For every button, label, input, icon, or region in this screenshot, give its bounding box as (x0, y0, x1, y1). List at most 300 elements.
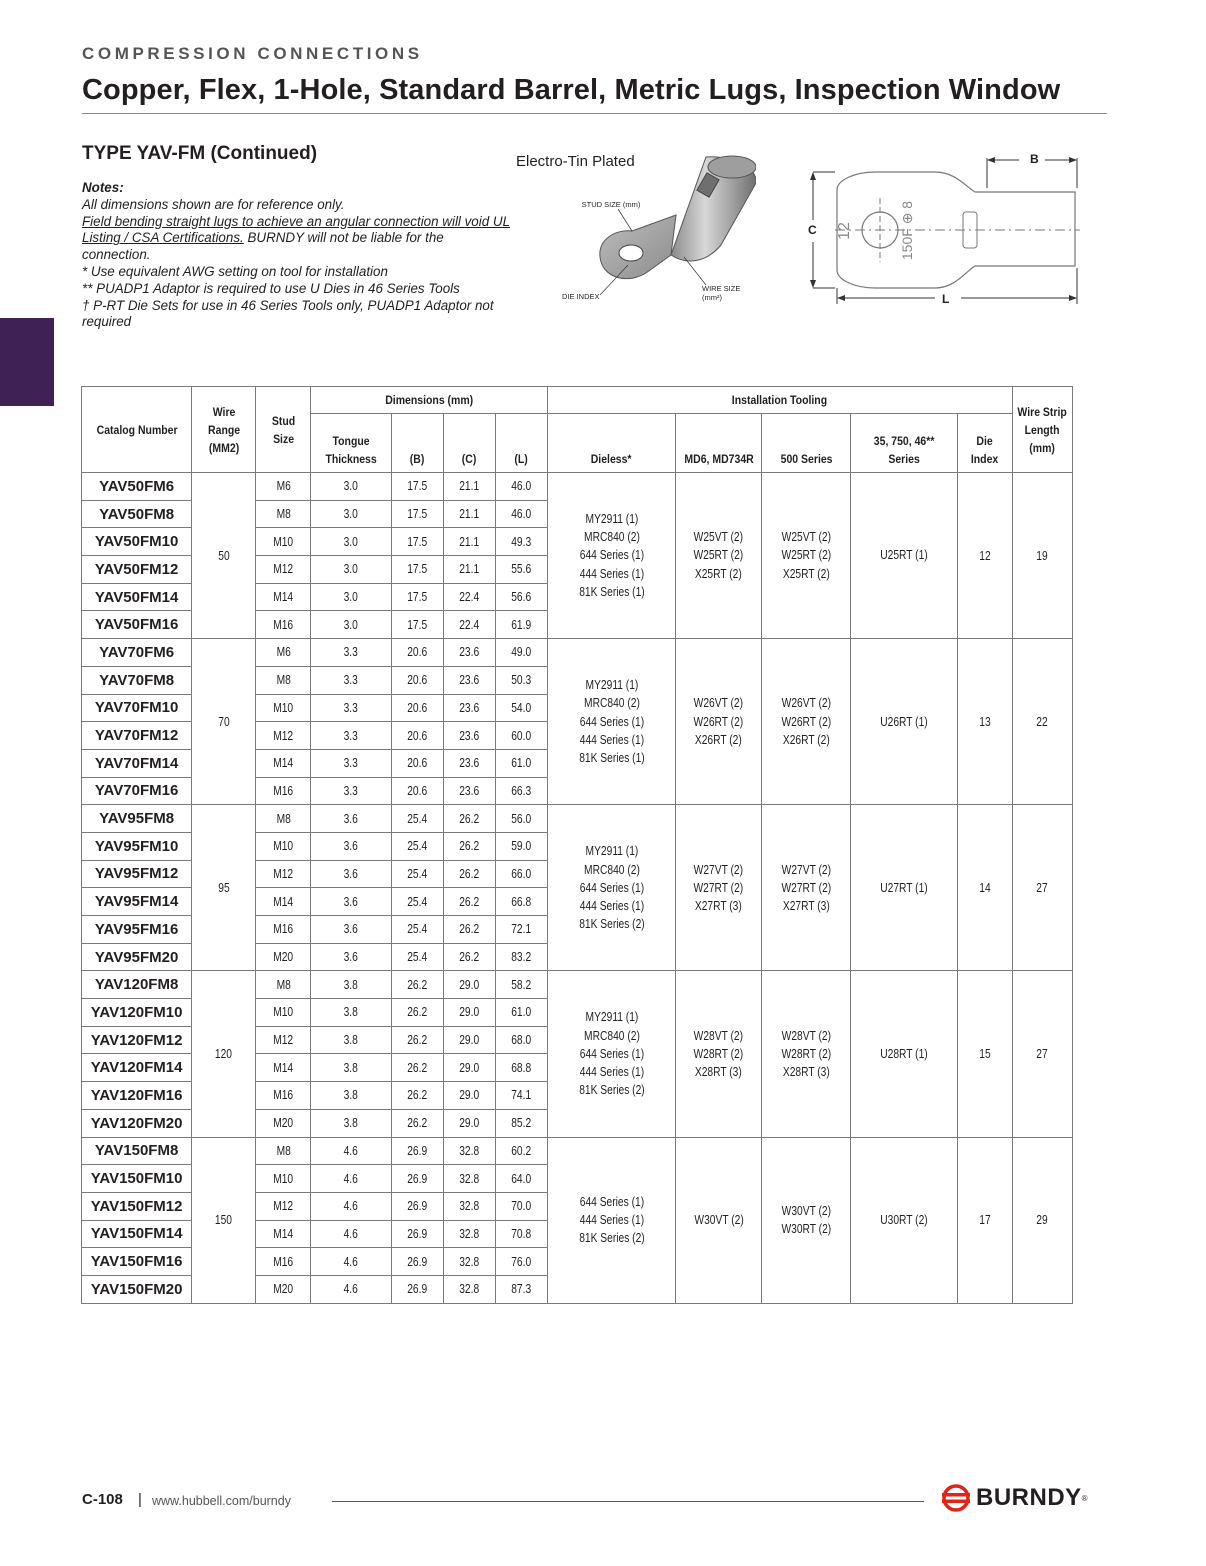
tongue-thickness-cell-text: 3.3 (343, 645, 359, 660)
tongue-thickness-cell (311, 722, 391, 750)
stud-size-cell-text: M6 (276, 479, 291, 494)
dieless-tooling-cell (547, 971, 675, 1137)
series500-tooling-cell (762, 473, 851, 639)
series35-tooling-cell-text: U27RT (1) (880, 880, 928, 895)
stud-size-cell (256, 528, 311, 556)
dim-l-cell-text: 68.8 (511, 1060, 532, 1075)
dim-b-cell-text: 25.4 (407, 894, 428, 909)
stud-size-cell-text: M16 (273, 617, 294, 632)
dim-c-cell-text: 21.1 (459, 534, 480, 549)
dieless-tooling-cell (547, 473, 675, 639)
stud-size-cell-text: M10 (273, 1171, 294, 1186)
table-row (82, 639, 1073, 667)
header-stud-size: Stud Size (260, 387, 307, 473)
dim-c-cell (443, 999, 495, 1027)
dim-l-cell (495, 971, 547, 999)
series500-tooling-cell-text: W26VT (2) W26RT (2) X26RT (2) (781, 696, 832, 747)
dim-b-cell (391, 1192, 443, 1220)
header-tongue: Tongue Thickness (317, 414, 386, 473)
dim-c-cell (443, 777, 495, 805)
tongue-thickness-cell (311, 999, 391, 1027)
stud-size-cell-text: M20 (273, 950, 294, 965)
dim-b-cell (391, 583, 443, 611)
dim-c-cell (443, 916, 495, 944)
dim-b-cell-text: 26.9 (407, 1199, 428, 1214)
catalog-number-cell: YAV50FM16 (82, 611, 192, 639)
dim-l-cell-text: 70.0 (511, 1199, 532, 1214)
dim-l-cell-text: 87.3 (511, 1282, 532, 1297)
tongue-thickness-cell (311, 694, 391, 722)
stud-size-cell (256, 1137, 311, 1165)
die-index-cell (957, 805, 1012, 971)
lug-stud-marking: 12 (835, 222, 853, 240)
dim-l-cell (495, 1220, 547, 1248)
stud-size-cell (256, 805, 311, 833)
dieless-tooling-cell-text: 644 Series (1) 444 Series (1) 81K Series (2) (578, 1194, 645, 1246)
catalog-number-cell: YAV120FM14 (82, 1054, 192, 1082)
dim-l-cell (495, 999, 547, 1027)
tongue-thickness-cell (311, 805, 391, 833)
table-row (82, 971, 1073, 999)
dim-c-cell-text: 21.1 (459, 507, 480, 522)
dim-b-cell-text: 26.2 (407, 1005, 428, 1020)
dim-c-cell-text: 22.4 (459, 617, 480, 632)
tongue-thickness-cell (311, 860, 391, 888)
dim-c-cell-text: 32.8 (459, 1282, 480, 1297)
dim-l-cell (495, 1026, 547, 1054)
stud-size-cell (256, 1026, 311, 1054)
dim-l-cell (495, 528, 547, 556)
dim-b-cell-text: 17.5 (407, 534, 428, 549)
spec-table (81, 386, 1073, 1304)
footer-separator: | (138, 1491, 142, 1508)
dim-c-cell-text: 23.6 (459, 673, 480, 688)
strip-length-cell (1012, 639, 1072, 805)
dim-l-cell (495, 943, 547, 971)
catalog-number-cell: YAV120FM8 (82, 971, 192, 999)
stud-size-cell-text: M14 (273, 756, 294, 771)
stud-size-cell (256, 888, 311, 916)
dim-b-cell (391, 473, 443, 501)
tongue-thickness-cell (311, 943, 391, 971)
dieless-tooling-cell (547, 639, 675, 805)
dim-b-cell (391, 1137, 443, 1165)
note-line: ** PUADP1 Adaptor is required to use U Dies in 46 Series Tools (82, 280, 460, 296)
die-index-cell-text: 12 (979, 548, 991, 563)
series500-tooling-cell (762, 971, 851, 1137)
dim-b-cell (391, 916, 443, 944)
wire-range-cell (192, 639, 256, 805)
dim-b-cell (391, 1109, 443, 1137)
catalog-number-cell: YAV95FM16 (82, 916, 192, 944)
series500-tooling-cell-text: W27VT (2) W27RT (2) X27RT (3) (781, 862, 832, 913)
dim-b-cell (391, 694, 443, 722)
dim-b-cell (391, 556, 443, 584)
md6-tooling-cell (676, 473, 762, 639)
dim-c-cell-text: 23.6 (459, 756, 480, 771)
tongue-thickness-cell (311, 832, 391, 860)
dim-l-cell-text: 72.1 (511, 922, 532, 937)
md6-tooling-cell (676, 1137, 762, 1303)
dim-b-cell (391, 999, 443, 1027)
dim-b-cell-text: 20.6 (407, 673, 428, 688)
header-l: (L) (499, 414, 544, 473)
stud-size-cell-text: M10 (273, 1005, 294, 1020)
dim-l-cell-text: 85.2 (511, 1116, 532, 1131)
dim-l-cell-text: 74.1 (511, 1088, 532, 1103)
tongue-thickness-cell-text: 3.0 (343, 590, 359, 605)
header-dieless: Dieless* (556, 414, 666, 473)
dim-b-cell (391, 528, 443, 556)
tongue-thickness-cell (311, 556, 391, 584)
burndy-logo (942, 1484, 1088, 1512)
dim-l-cell-text: 66.0 (511, 866, 532, 881)
md6-tooling-cell (676, 639, 762, 805)
series500-tooling-cell (762, 805, 851, 971)
page-title: Copper, Flex, 1-Hole, Standard Barrel, Metric Lugs, Inspection Window (82, 74, 1061, 106)
tongue-thickness-cell (311, 666, 391, 694)
dim-l-cell-text: 61.0 (511, 1005, 532, 1020)
stud-size-cell-text: M16 (273, 783, 294, 798)
tongue-thickness-cell-text: 3.8 (343, 1033, 359, 1048)
dim-l-cell-text: 83.2 (511, 950, 532, 965)
dim-l-cell-text: 70.8 (511, 1226, 532, 1241)
tongue-thickness-cell (311, 1137, 391, 1165)
strip-length-cell-text: 27 (1036, 1046, 1049, 1061)
series35-tooling-cell-text: U30RT (2) (880, 1212, 928, 1227)
dim-l-cell-text: 50.3 (511, 673, 532, 688)
dim-c-cell (443, 500, 495, 528)
tongue-thickness-cell (311, 639, 391, 667)
md6-tooling-cell (676, 805, 762, 971)
dim-c-cell-text: 32.8 (459, 1199, 480, 1214)
tongue-thickness-cell (311, 1248, 391, 1276)
type-title: TYPE YAV-FM (Continued) (82, 143, 318, 164)
stud-size-cell (256, 943, 311, 971)
tongue-thickness-cell (311, 1109, 391, 1137)
dim-b-cell-text: 25.4 (407, 922, 428, 937)
dim-l-cell-text: 66.8 (511, 894, 532, 909)
dim-c-cell (443, 832, 495, 860)
tongue-thickness-cell (311, 1220, 391, 1248)
series500-tooling-cell-text: W30VT (2) W30RT (2) (781, 1203, 832, 1237)
catalog-number-cell: YAV150FM12 (82, 1192, 192, 1220)
dim-b-cell-text: 17.5 (407, 479, 428, 494)
tongue-thickness-cell (311, 611, 391, 639)
tongue-thickness-cell-text: 3.8 (343, 1116, 359, 1131)
dim-b-label: B (1030, 152, 1039, 166)
dim-l-cell-text: 64.0 (511, 1171, 532, 1186)
stud-size-cell (256, 1192, 311, 1220)
dim-b-cell (391, 500, 443, 528)
plating-label: Electro-Tin Plated (516, 153, 635, 170)
stud-size-cell-text: M16 (273, 922, 294, 937)
tongue-thickness-cell-text: 4.6 (343, 1143, 359, 1158)
dieless-tooling-cell-text: MY2911 (1) MRC840 (2) 644 Series (1) 444 Series (1) 81K Series (2) (578, 1010, 645, 1098)
header-md6: MD6, MD734R (682, 414, 756, 473)
catalog-number-cell: YAV150FM10 (82, 1165, 192, 1193)
tongue-thickness-cell-text: 3.0 (343, 562, 359, 577)
dim-c-cell (443, 722, 495, 750)
wire-range-cell (192, 1137, 256, 1303)
stud-size-cell-text: M14 (273, 590, 294, 605)
catalog-number-cell: YAV50FM10 (82, 528, 192, 556)
dim-b-cell (391, 1248, 443, 1276)
tongue-thickness-cell-text: 3.3 (343, 756, 359, 771)
dim-b-cell (391, 1054, 443, 1082)
stud-size-cell-text: M16 (273, 1088, 294, 1103)
dieless-tooling-cell (547, 805, 675, 971)
stud-size-cell-text: M8 (276, 811, 291, 826)
note-line: * Use equivalent AWG setting on tool for installation (82, 263, 388, 279)
dim-l-cell (495, 1165, 547, 1193)
dim-l-cell-text: 76.0 (511, 1254, 532, 1269)
tongue-thickness-cell (311, 888, 391, 916)
dim-l-cell-text: 59.0 (511, 839, 532, 854)
footer-url[interactable]: www.hubbell.com/burndy (152, 1494, 291, 1508)
stud-size-cell (256, 1165, 311, 1193)
dim-c-cell-text: 23.6 (459, 783, 480, 798)
tongue-thickness-cell-text: 3.6 (343, 922, 359, 937)
dim-b-cell (391, 860, 443, 888)
dim-c-cell-text: 23.6 (459, 645, 480, 660)
note-text: BURNDY will not be liable for the connection. (82, 230, 444, 263)
wire-range-cell-text: 120 (215, 1046, 233, 1061)
header-die-index: Die Index (961, 414, 1008, 473)
tongue-thickness-cell-text: 3.0 (343, 479, 359, 494)
stud-size-cell-text: M20 (273, 1116, 294, 1131)
dieless-tooling-cell-text: MY2911 (1) MRC840 (2) 644 Series (1) 444 Series (1) 81K Series (2) (578, 844, 645, 932)
dim-b-cell (391, 832, 443, 860)
stud-size-cell (256, 611, 311, 639)
spec-table-body (82, 473, 1073, 1304)
dim-c-cell-text: 29.0 (459, 1005, 480, 1020)
dim-l-cell (495, 500, 547, 528)
dim-c-cell (443, 666, 495, 694)
stud-size-cell-text: M12 (273, 866, 294, 881)
stud-size-cell-text: M12 (273, 1199, 294, 1214)
dim-b-cell-text: 17.5 (407, 507, 428, 522)
stud-size-cell (256, 694, 311, 722)
dim-c-cell (443, 694, 495, 722)
dim-c-cell-text: 29.0 (459, 1033, 480, 1048)
dim-b-cell (391, 1082, 443, 1110)
catalog-number-cell: YAV70FM8 (82, 666, 192, 694)
die-index-callout: DIE INDEX (562, 292, 600, 301)
dim-b-cell-text: 17.5 (407, 590, 428, 605)
dim-c-cell (443, 888, 495, 916)
dim-c-label: C (808, 223, 817, 237)
dim-b-cell-text: 26.2 (407, 1088, 428, 1103)
dim-l-cell (495, 1192, 547, 1220)
dim-l-label: L (942, 292, 950, 306)
header-group-tooling: Installation Tooling (580, 387, 980, 414)
dim-l-cell (495, 583, 547, 611)
dim-b-cell (391, 943, 443, 971)
dim-c-cell-text: 26.2 (459, 894, 480, 909)
stud-size-cell-text: M10 (273, 700, 294, 715)
dim-l-cell (495, 749, 547, 777)
dim-c-cell (443, 860, 495, 888)
catalog-number-cell: YAV70FM16 (82, 777, 192, 805)
stud-size-cell-text: M10 (273, 534, 294, 549)
dim-c-cell-text: 26.2 (459, 866, 480, 881)
page-number: C-108 (82, 1491, 123, 1508)
series35-tooling-cell (851, 639, 957, 805)
burndy-mark-icon (942, 1484, 970, 1512)
dim-b-cell (391, 888, 443, 916)
dim-c-cell-text: 29.0 (459, 1088, 480, 1103)
note-line: All dimensions shown are for reference only. (82, 196, 345, 212)
dim-c-cell-text: 23.6 (459, 728, 480, 743)
tongue-thickness-cell (311, 1082, 391, 1110)
tongue-thickness-cell (311, 1192, 391, 1220)
dim-l-cell-text: 60.0 (511, 728, 532, 743)
dim-b-cell-text: 25.4 (407, 950, 428, 965)
tongue-thickness-cell-text: 3.6 (343, 894, 359, 909)
dim-b-cell-text: 26.2 (407, 1060, 428, 1075)
dim-b-cell (391, 722, 443, 750)
tongue-thickness-cell (311, 1165, 391, 1193)
dim-b-cell-text: 26.2 (407, 977, 428, 992)
stud-size-cell (256, 583, 311, 611)
tongue-thickness-cell-text: 4.6 (343, 1226, 359, 1241)
tongue-thickness-cell-text: 4.6 (343, 1282, 359, 1297)
dim-c-cell-text: 26.2 (459, 922, 480, 937)
md6-tooling-cell-text: W30VT (2) (694, 1212, 744, 1227)
stud-size-cell (256, 500, 311, 528)
dim-b-cell-text: 26.9 (407, 1254, 428, 1269)
dim-c-cell-text: 22.4 (459, 590, 480, 605)
tongue-thickness-cell (311, 583, 391, 611)
dim-l-cell-text: 46.0 (511, 507, 532, 522)
header-500: 500 Series (768, 414, 845, 473)
catalog-number-cell: YAV150FM8 (82, 1137, 192, 1165)
series500-tooling-cell (762, 639, 851, 805)
section-label: COMPRESSION CONNECTIONS (82, 44, 423, 63)
catalog-number-cell: YAV120FM12 (82, 1026, 192, 1054)
catalog-number-cell: YAV70FM6 (82, 639, 192, 667)
stud-size-cell (256, 916, 311, 944)
dim-l-cell (495, 1082, 547, 1110)
dim-b-cell-text: 20.6 (407, 700, 428, 715)
dim-l-cell (495, 805, 547, 833)
dim-c-cell-text: 26.2 (459, 811, 480, 826)
dim-l-cell-text: 49.0 (511, 645, 532, 660)
stud-size-cell-text: M14 (273, 1226, 294, 1241)
note-line (82, 214, 512, 264)
dim-b-cell (391, 1165, 443, 1193)
dim-l-cell (495, 473, 547, 501)
strip-length-cell (1012, 473, 1072, 639)
dim-b-cell (391, 1275, 443, 1303)
series35-tooling-cell (851, 805, 957, 971)
tongue-thickness-cell-text: 3.6 (343, 811, 359, 826)
title-rule (82, 113, 1107, 114)
stud-size-cell (256, 832, 311, 860)
dim-l-cell (495, 1109, 547, 1137)
tongue-thickness-cell-text: 4.6 (343, 1171, 359, 1186)
dim-b-cell-text: 26.2 (407, 1033, 428, 1048)
wire-range-cell-text: 95 (218, 880, 230, 895)
dim-b-cell (391, 777, 443, 805)
tongue-thickness-cell-text: 3.3 (343, 783, 359, 798)
dim-l-cell (495, 832, 547, 860)
stud-size-cell-text: M14 (273, 1060, 294, 1075)
dim-b-cell (391, 1026, 443, 1054)
dim-l-cell-text: 60.2 (511, 1143, 532, 1158)
tongue-thickness-cell-text: 4.6 (343, 1199, 359, 1214)
table-row (82, 1137, 1073, 1165)
series35-tooling-cell-text: U26RT (1) (880, 714, 928, 729)
die-index-cell-text: 17 (979, 1213, 991, 1228)
brand-name: BURNDY (976, 1484, 1082, 1511)
dim-c-cell (443, 1275, 495, 1303)
catalog-number-cell: YAV150FM14 (82, 1220, 192, 1248)
stud-size-cell (256, 1082, 311, 1110)
lug-illustration (556, 145, 756, 305)
note-underlined: Field bending straight lugs to achieve an angular connection will void UL Listing / CSA Certifications. (82, 213, 511, 246)
stud-size-cell-text: M20 (273, 1282, 294, 1297)
stud-size-cell-text: M12 (273, 1033, 294, 1048)
dieless-tooling-cell-text: MY2911 (1) MRC840 (2) 644 Series (1) 444 Series (1) 81K Series (1) (578, 678, 645, 765)
dim-b-cell (391, 805, 443, 833)
tongue-thickness-cell (311, 473, 391, 501)
series35-tooling-cell-text: U28RT (1) (880, 1046, 928, 1061)
dim-c-cell-text: 32.8 (459, 1254, 480, 1269)
dim-c-cell (443, 943, 495, 971)
stud-size-cell (256, 971, 311, 999)
dim-c-cell (443, 971, 495, 999)
tongue-thickness-cell-text: 3.3 (343, 728, 359, 743)
dim-l-cell (495, 888, 547, 916)
tongue-thickness-cell (311, 749, 391, 777)
md6-tooling-cell (676, 971, 762, 1137)
catalog-number-cell: YAV150FM20 (82, 1275, 192, 1303)
catalog-number-cell: YAV95FM14 (82, 888, 192, 916)
stud-size-cell-text: M8 (276, 673, 291, 688)
tongue-thickness-cell-text: 3.6 (343, 839, 359, 854)
tongue-thickness-cell (311, 777, 391, 805)
dim-c-cell (443, 1248, 495, 1276)
catalog-number-cell: YAV95FM8 (82, 805, 192, 833)
section-side-tab (0, 318, 54, 406)
note-line: † P-RT Die Sets for use in 46 Series Tools only, PUADP1 Adaptor not required (82, 297, 494, 330)
tongue-thickness-cell-text: 3.8 (343, 1005, 359, 1020)
dim-c-cell (443, 611, 495, 639)
dim-c-cell-text: 29.0 (459, 1060, 480, 1075)
dim-c-cell (443, 528, 495, 556)
strip-length-cell (1012, 805, 1072, 971)
tongue-thickness-cell (311, 1026, 391, 1054)
series35-tooling-cell (851, 971, 957, 1137)
tongue-thickness-cell-text: 3.8 (343, 1088, 359, 1103)
stud-size-cell-text: M16 (273, 1254, 294, 1269)
dim-c-cell (443, 473, 495, 501)
dim-b-cell (391, 749, 443, 777)
dim-c-cell (443, 639, 495, 667)
dim-c-cell (443, 1137, 495, 1165)
dim-l-cell-text: 46.0 (511, 479, 532, 494)
dim-c-cell (443, 1054, 495, 1082)
catalog-number-cell: YAV50FM14 (82, 583, 192, 611)
tongue-thickness-cell-text: 3.8 (343, 977, 359, 992)
lug-wire-marking: 150F ⊕ 8 (899, 200, 916, 261)
stud-size-cell-text: M6 (276, 645, 291, 660)
dim-l-cell-text: 56.0 (511, 811, 532, 826)
tongue-thickness-cell (311, 528, 391, 556)
dim-c-cell (443, 805, 495, 833)
